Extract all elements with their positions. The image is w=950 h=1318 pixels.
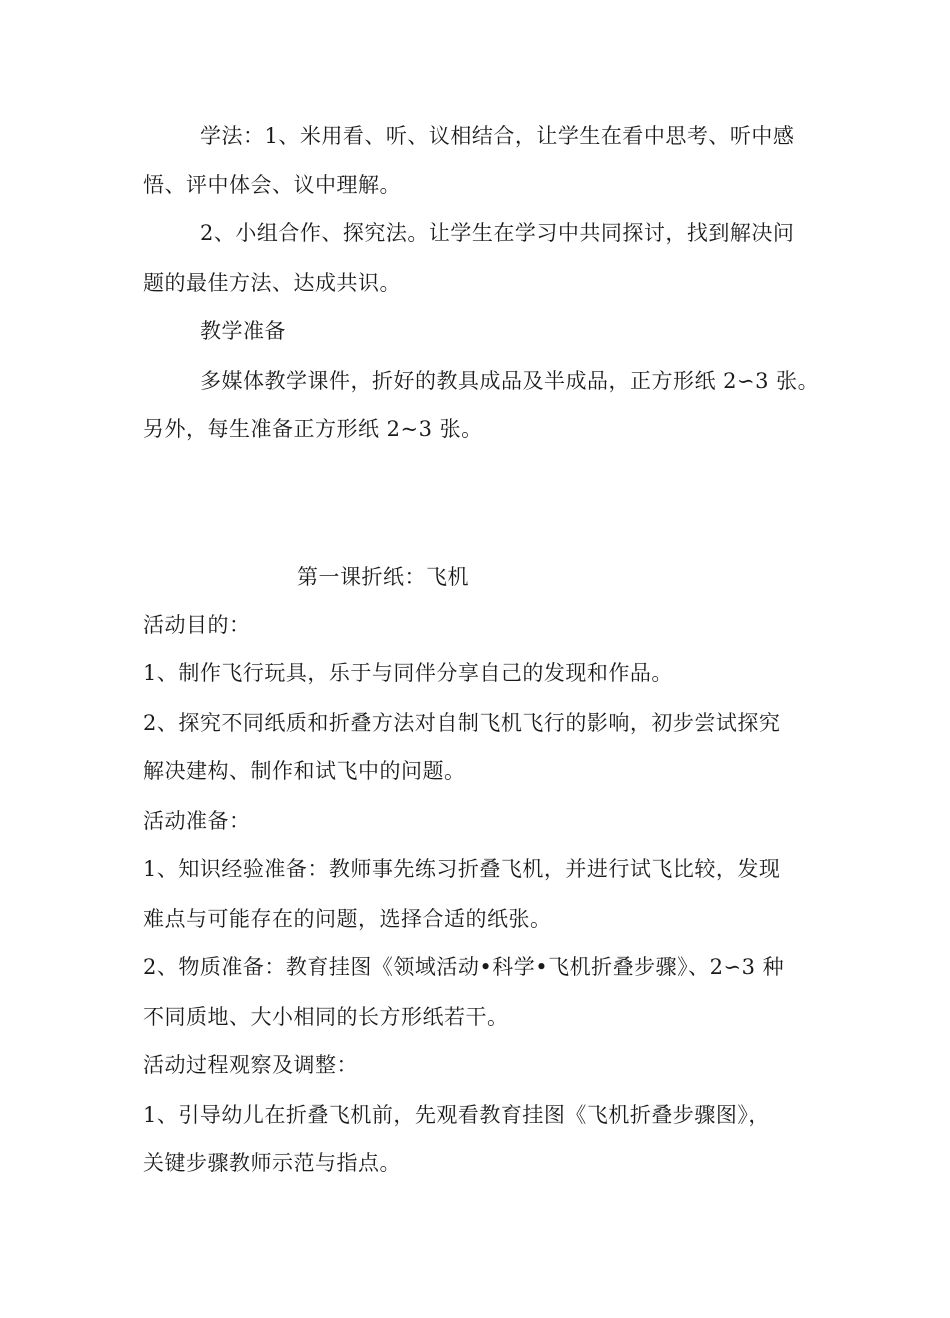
process-item-1-line-2: 关键步骤教师示范与指点。 (143, 1151, 401, 1175)
lesson-title: 第一课折纸：飞机 (297, 565, 469, 589)
method2-line-1: 2、小组合作、探究法。让学生在学习中共同探讨，找到解决问 (200, 221, 795, 245)
process-item-1-line-1: 1、引导幼儿在折叠飞机前，先观看教育挂图《飞机折叠步骤图》， (143, 1103, 770, 1127)
goal-heading: 活动目的： (143, 613, 251, 637)
activity-prep-heading: 活动准备： (143, 809, 251, 833)
teaching-prep-line-1: 多媒体教学课件，折好的教具成品及半成品，正方形纸 2∽3 张。 (200, 369, 820, 393)
goal-item-2-line-1: 2、探究不同纸质和折叠方法对自制飞机飞行的影响，初步尝试探究 (143, 711, 781, 735)
prep-item-1-line-2: 难点与可能存在的问题，选择合适的纸张。 (143, 907, 552, 931)
prep-item-1-line-1: 1、知识经验准备：教师事先练习折叠飞机，并进行试飞比较，发现 (143, 857, 781, 881)
process-heading: 活动过程观察及调整： (143, 1053, 358, 1077)
goal-item-2-line-2: 解决建构、制作和试飞中的问题。 (143, 759, 466, 783)
prep-item-2-line-1: 2、物质准备：教育挂图《领域活动•科学•飞机折叠步骤》、2∽3 种 (143, 955, 785, 979)
method2-line-2: 题的最佳方法、达成共识。 (143, 271, 401, 295)
xuefa-line-1: 学法：1、米用看、听、议相结合，让学生在看中思考、听中感 (200, 124, 795, 148)
teaching-prep-heading: 教学准备 (200, 319, 286, 343)
prep-item-2-line-2: 不同质地、大小相同的长方形纸若干。 (143, 1005, 509, 1029)
teaching-prep-line-2: 另外，每生准备正方形纸 2~3 张。 (143, 417, 483, 441)
goal-item-1: 1、制作飞行玩具，乐于与同伴分享自己的发现和作品。 (143, 661, 673, 685)
xuefa-line-2: 悟、评中体会、议中理解。 (143, 173, 401, 197)
